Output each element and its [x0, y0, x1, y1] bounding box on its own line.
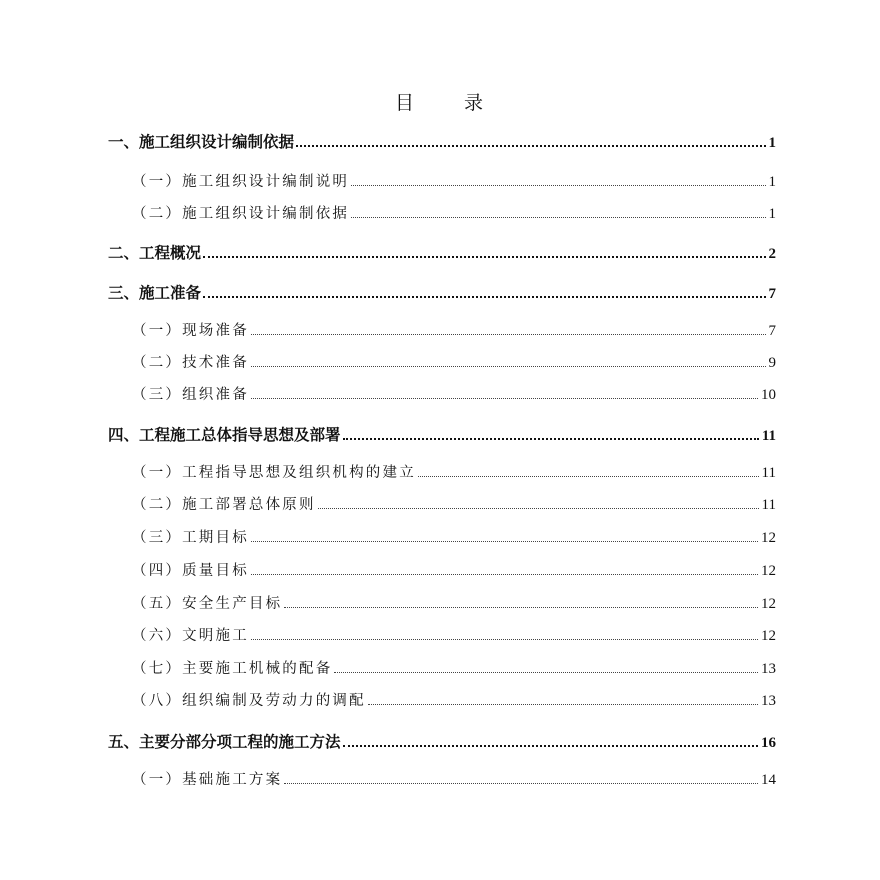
toc-section-entry[interactable]	[108, 281, 776, 303]
toc-entry-label: （五）安全生产目标	[132, 596, 283, 612]
toc-dot-leader	[251, 334, 766, 335]
toc-entry-label: （一）工程指导思想及组织机构的建立	[132, 465, 416, 481]
toc-page-number: 11	[761, 497, 776, 513]
toc-page-number: 11	[761, 465, 776, 481]
toc-section-entry[interactable]	[108, 730, 776, 752]
toc-dot-leader	[284, 783, 758, 784]
toc-dot-leader	[203, 256, 765, 258]
toc-title-char-2: 录	[464, 92, 486, 114]
toc-entry-label: （二）施工组织设计编制依据	[132, 206, 350, 222]
toc-dot-leader	[418, 476, 759, 477]
toc-page-number: 12	[761, 596, 776, 612]
toc-page-number: 12	[761, 563, 776, 579]
toc-page-number: 9	[768, 355, 776, 371]
toc-dot-leader	[368, 704, 758, 705]
toc-page-number: 12	[761, 628, 776, 644]
toc-entry-label: 四、工程施工总体指导思想及部署	[108, 425, 341, 444]
toc-entry-label: 五、主要分部分项工程的施工方法	[108, 732, 341, 751]
toc-section-entry[interactable]	[108, 130, 776, 152]
toc-title-char-1: 目	[394, 92, 416, 114]
toc-entry-label: （三）组织准备	[132, 387, 249, 403]
toc-page-number: 1	[768, 135, 776, 151]
toc-dot-leader	[343, 745, 758, 747]
toc-dot-leader	[318, 508, 759, 509]
toc-dot-leader	[251, 541, 758, 542]
toc-page-number: 10	[761, 387, 776, 403]
toc-entry-label: （一）现场准备	[132, 323, 249, 339]
toc-dot-leader	[334, 672, 758, 673]
toc-page-number: 7	[768, 286, 776, 302]
toc-dot-leader	[251, 398, 758, 399]
toc-subsection-entry[interactable]	[132, 689, 776, 710]
toc-subsection-entry[interactable]	[132, 768, 776, 789]
toc-page-number: 13	[761, 693, 776, 709]
toc-page-number: 2	[768, 246, 776, 262]
toc-entry-label: （一）施工组织设计编制说明	[132, 174, 350, 190]
toc-subsection-entry[interactable]	[132, 461, 776, 482]
toc-subsection-entry[interactable]	[132, 170, 776, 191]
toc-entry-label: （七）主要施工机械的配备	[132, 661, 333, 677]
toc-page-number: 12	[761, 530, 776, 546]
toc-entry-label: （二）施工部署总体原则	[132, 497, 316, 513]
toc-entry-label: 一、施工组织设计编制依据	[108, 132, 295, 151]
toc-entry-label: （六）文明施工	[132, 628, 249, 644]
toc-subsection-entry[interactable]	[132, 319, 776, 340]
toc-entry-label: （二）技术准备	[132, 355, 249, 371]
toc-subsection-entry[interactable]	[132, 202, 776, 223]
toc-subsection-entry[interactable]	[132, 592, 776, 613]
toc-entry-label: （三）工期目标	[132, 530, 249, 546]
toc-section-entry[interactable]	[108, 423, 776, 445]
toc-dot-leader	[351, 217, 765, 218]
toc-dot-leader	[251, 639, 758, 640]
toc-page-number: 7	[768, 323, 776, 339]
toc-subsection-entry[interactable]	[132, 383, 776, 404]
toc-dot-leader	[296, 145, 765, 147]
toc-dot-leader	[284, 607, 758, 608]
toc-entry-label: 二、工程概况	[108, 243, 202, 262]
toc-page-number: 13	[761, 661, 776, 677]
toc-title	[0, 88, 880, 115]
toc-page-number: 1	[768, 174, 776, 190]
toc-entry-label: 三、施工准备	[108, 283, 202, 302]
toc-dot-leader	[343, 438, 759, 440]
toc-subsection-entry[interactable]	[132, 351, 776, 372]
toc-dot-leader	[351, 185, 765, 186]
toc-dot-leader	[203, 296, 765, 298]
toc-subsection-entry[interactable]	[132, 624, 776, 645]
toc-subsection-entry[interactable]	[132, 559, 776, 580]
toc-entry-label: （八）组织编制及劳动力的调配	[132, 693, 366, 709]
toc-dot-leader	[251, 366, 766, 367]
toc-subsection-entry[interactable]	[132, 493, 776, 514]
toc-page-number: 16	[761, 735, 776, 751]
toc-section-entry[interactable]	[108, 241, 776, 263]
toc-page-number: 1	[768, 206, 776, 222]
toc-page-number: 14	[761, 772, 776, 788]
toc-subsection-entry[interactable]	[132, 526, 776, 547]
toc-dot-leader	[251, 574, 758, 575]
toc-entry-label: （一）基础施工方案	[132, 772, 283, 788]
toc-page-number: 11	[761, 428, 776, 444]
toc-subsection-entry[interactable]	[132, 657, 776, 678]
toc-entry-label: （四）质量目标	[132, 563, 249, 579]
